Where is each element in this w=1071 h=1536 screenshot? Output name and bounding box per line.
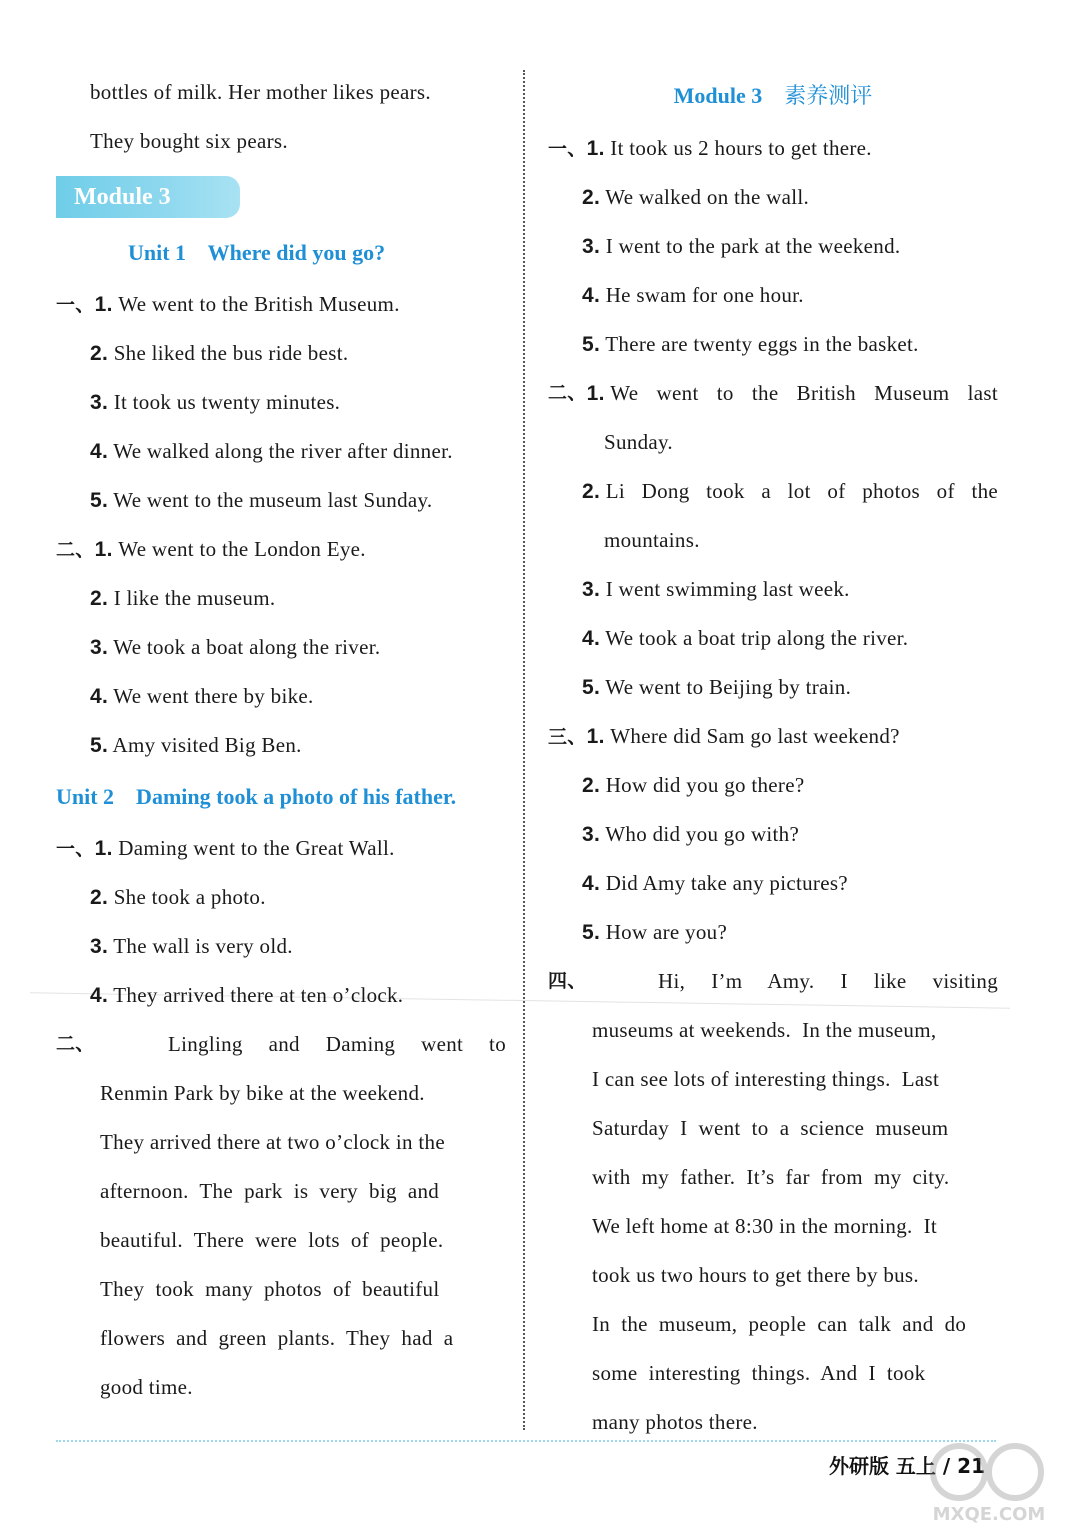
assessment-module: Module 3 [673,83,763,108]
item-number: 5. [582,333,601,356]
item-number: 3. [90,391,109,414]
section-marker: 三、 [548,726,587,748]
watermark-text: MXQE.COM [932,1504,1046,1525]
item-number: 5. [90,489,109,512]
assessment-section3 [548,712,998,957]
unit2-section2-passage [56,1020,506,1412]
passage-line: Hi, I’m Amy. I like visiting [658,969,998,993]
passage-line: some interesting things. And I took [592,1361,926,1385]
page-number: / 21 [942,1454,985,1478]
item-number: 2. [90,342,109,365]
passage-line: museums at weekends. In the museum, [592,1018,937,1042]
answer-text: He swam for one hour. [605,283,804,307]
item-number: 2. [90,886,109,909]
answer-text: There are twenty eggs in the basket. [605,332,919,356]
answer-text: We walked along the river after dinner. [113,439,453,463]
answer-text: We went there by bike. [113,684,314,708]
assessment-section4-passage [548,957,998,1447]
assessment-title: 素养测评 [784,84,873,109]
item-number: 1. [586,137,605,160]
passage-line: They arrived there at two o’clock in the [100,1130,445,1154]
item-number: 1. [586,382,605,405]
module-badge: Module 3 [56,176,240,218]
item-number: 4. [90,984,109,1007]
passage-line: Lingling and Daming went to [168,1032,506,1056]
item-number: 4. [582,284,601,307]
answer-text: I went swimming last week. [605,577,850,601]
assessment-heading [548,74,998,118]
unit2-title: Unit 2 Daming took a photo of his father. [56,784,457,809]
item-number: 2. [582,186,601,209]
item-number: 3. [90,636,109,659]
answer-text-continued: mountains. [604,528,700,552]
passage-line: I can see lots of interesting things. Last [592,1067,940,1091]
section-marker: 一、 [56,294,95,316]
answer-text: How did you go there? [605,773,805,797]
unit2-section1 [56,824,506,1020]
section-marker: 四、 [548,970,587,992]
passage-line: many photos there. [592,1410,758,1434]
item-number: 4. [90,685,109,708]
unit1-title: Unit 1 Where did you go? [128,240,386,265]
answer-text: Did Amy take any pictures? [605,871,848,895]
answer-text: She took a photo. [113,885,266,909]
item-number: 1. [586,725,605,748]
right-column [548,74,998,1447]
section-marker: 二、 [56,1033,95,1055]
item-number: 4. [582,627,601,650]
item-number: 2. [582,774,601,797]
answer-text: We went to Beijing by train. [605,675,852,699]
passage-line: They took many photos of beautiful [100,1277,440,1301]
item-number: 1. [94,293,113,316]
answer-text: The wall is very old. [113,934,293,958]
item-number: 1. [94,837,113,860]
item-number: 5. [90,734,109,757]
intro-line: They bought six pears. [90,129,288,153]
item-number: 5. [582,921,601,944]
answer-text: Where did Sam go last weekend? [610,724,900,748]
answer-text: We went to the British Museum last [610,381,998,405]
item-number: 3. [90,935,109,958]
answer-text: It took us 2 hours to get there. [610,136,872,160]
answer-text: How are you? [605,920,728,944]
section-marker: 二、 [548,382,587,404]
item-number: 2. [90,587,109,610]
answer-text: We walked on the wall. [605,185,810,209]
left-column [56,68,506,1412]
passage-line: beautiful. There were lots of people. [100,1228,444,1252]
unit1-section1 [56,280,506,525]
assessment-section2 [548,369,998,712]
answer-text: It took us twenty minutes. [113,390,341,414]
assessment-section1 [548,124,998,369]
answer-text: We went to the London Eye. [118,537,366,561]
passage-line: Saturday I went to a science museum [592,1116,949,1140]
answer-text: We went to the British Museum. [118,292,400,316]
item-number: 1. [94,538,113,561]
answer-text: She liked the bus ride best. [113,341,349,365]
answer-text: Who did you go with? [605,822,800,846]
answer-text: We took a boat trip along the river. [605,626,909,650]
answer-text: They arrived there at ten o’clock. [113,983,404,1007]
answer-text: We went to the museum last Sunday. [113,488,433,512]
answer-text: I went to the park at the weekend. [605,234,901,258]
item-number: 2. [582,480,601,503]
answer-text-continued: Sunday. [604,430,673,454]
edition-label: 外研版 五上 [828,1454,936,1478]
passage-line: good time. [100,1375,193,1399]
section-marker: 一、 [548,138,587,160]
passage-line: with my father. It’s far from my city. [592,1165,950,1189]
passage-line: Renmin Park by bike at the weekend. [100,1081,425,1105]
column-divider [523,70,525,1430]
passage-line: flowers and green plants. They had a [100,1326,454,1350]
answer-text: Daming went to the Great Wall. [118,836,395,860]
answer-text: Amy visited Big Ben. [112,733,302,757]
passage-line: In the museum, people can talk and do [592,1312,967,1336]
item-number: 4. [582,872,601,895]
item-number: 3. [582,578,601,601]
unit1-section2 [56,525,506,770]
section-marker: 一、 [56,838,95,860]
passage-line: took us two hours to get there by bus. [592,1263,919,1287]
answer-text: We took a boat along the river. [113,635,381,659]
answer-text: I like the museum. [113,586,276,610]
intro-line: bottles of milk. Her mother likes pears. [90,80,431,104]
answer-text: Li Dong took a lot of photos of the [605,479,998,503]
passage-line: afternoon. The park is very big and [100,1179,440,1203]
item-number: 3. [582,235,601,258]
passage-line: We left home at 8:30 in the morning. It [592,1214,938,1238]
watermark-logo [919,1436,1059,1526]
item-number: 3. [582,823,601,846]
footer-divider [56,1440,996,1442]
section-marker: 二、 [56,539,95,561]
item-number: 4. [90,440,109,463]
item-number: 5. [582,676,601,699]
